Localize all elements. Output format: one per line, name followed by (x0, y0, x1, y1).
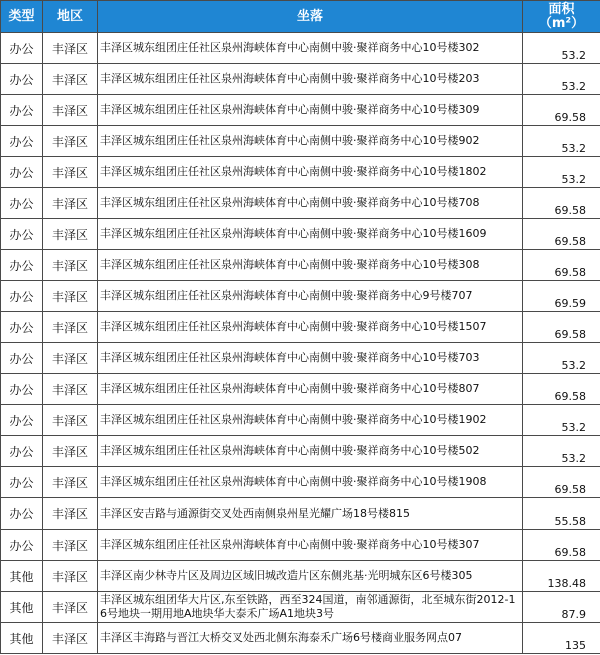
cell-type: 办公 (1, 530, 43, 561)
table-row (1, 188, 600, 219)
table-row (1, 467, 600, 498)
cell-region: 丰泽区 (43, 436, 98, 467)
cell-region: 丰泽区 (43, 343, 98, 374)
cell-location: 丰泽区城东组团庄任社区泉州海峡体育中心南侧中骏·聚祥商务中心10号楼307 (98, 530, 523, 561)
table-row (1, 530, 600, 561)
cell-region: 丰泽区 (43, 592, 98, 623)
cell-location: 丰泽区城东组团庄任社区泉州海峡体育中心南侧中骏·聚祥商务中心10号楼1908 (98, 467, 523, 498)
cell-type: 办公 (1, 188, 43, 219)
cell-region: 丰泽区 (43, 250, 98, 281)
cell-area: 69.58 (523, 188, 600, 219)
table-row (1, 436, 600, 467)
cell-region: 丰泽区 (43, 188, 98, 219)
table-row (1, 405, 600, 436)
cell-area: 87.9 (523, 592, 600, 623)
cell-type: 办公 (1, 95, 43, 126)
table-row (1, 64, 600, 95)
cell-region: 丰泽区 (43, 467, 98, 498)
header-row (1, 1, 600, 33)
table-row (1, 623, 600, 654)
cell-type: 办公 (1, 250, 43, 281)
cell-area: 69.59 (523, 281, 600, 312)
cell-area: 53.2 (523, 64, 600, 95)
cell-region: 丰泽区 (43, 157, 98, 188)
cell-type: 办公 (1, 33, 43, 64)
table-row (1, 498, 600, 530)
header-area-unit: （m²） (538, 15, 585, 31)
cell-area: 69.58 (523, 250, 600, 281)
cell-location: 丰泽区城东组团庄任社区泉州海峡体育中心南侧中骏·聚祥商务中心10号楼203 (98, 64, 523, 95)
cell-location: 丰泽区城东组团庄任社区泉州海峡体育中心南侧中骏·聚祥商务中心10号楼1902 (98, 405, 523, 436)
cell-type: 办公 (1, 219, 43, 250)
cell-area: 69.58 (523, 530, 600, 561)
cell-location: 丰泽区城东组团庄任社区泉州海峡体育中心南侧中骏·聚祥商务中心10号楼807 (98, 374, 523, 405)
cell-region: 丰泽区 (43, 312, 98, 343)
cell-type: 其他 (1, 623, 43, 654)
cell-type: 办公 (1, 64, 43, 95)
cell-type: 其他 (1, 592, 43, 623)
cell-location: 丰泽区南少林寺片区及周边区域旧城改造片区东侧兆基·光明城东区6号楼305 (98, 561, 523, 592)
cell-type: 办公 (1, 467, 43, 498)
cell-area: 53.2 (523, 343, 600, 374)
cell-region: 丰泽区 (43, 530, 98, 561)
cell-area: 55.58 (523, 498, 600, 530)
cell-area: 138.48 (523, 561, 600, 592)
cell-location: 丰泽区丰海路与晋江大桥交叉处西北侧东海泰禾广场6号楼商业服务网点07 (98, 623, 523, 654)
cell-type: 办公 (1, 281, 43, 312)
cell-location: 丰泽区城东组团华大片区,东至铁路，西至324国道，南邻通源街，北至城东街2012-16号地块一期用地A地块华大泰禾广场A1地块3号 (98, 592, 523, 623)
cell-location: 丰泽区城东组团庄任社区泉州海峡体育中心南侧中骏·聚祥商务中心10号楼309 (98, 95, 523, 126)
cell-region: 丰泽区 (43, 561, 98, 592)
cell-location: 丰泽区城东组团庄任社区泉州海峡体育中心南侧中骏·聚祥商务中心10号楼1507 (98, 312, 523, 343)
cell-type: 办公 (1, 343, 43, 374)
cell-location: 丰泽区城东组团庄任社区泉州海峡体育中心南侧中骏·聚祥商务中心10号楼708 (98, 188, 523, 219)
cell-location: 丰泽区城东组团庄任社区泉州海峡体育中心南侧中骏·聚祥商务中心10号楼1802 (98, 157, 523, 188)
header-location: 坐落 (98, 1, 523, 33)
table-row (1, 219, 600, 250)
cell-region: 丰泽区 (43, 374, 98, 405)
cell-region: 丰泽区 (43, 498, 98, 530)
cell-area: 53.2 (523, 405, 600, 436)
cell-area: 69.58 (523, 467, 600, 498)
cell-region: 丰泽区 (43, 219, 98, 250)
cell-area: 69.58 (523, 374, 600, 405)
cell-type: 其他 (1, 561, 43, 592)
table-body (1, 33, 600, 654)
cell-location: 丰泽区城东组团庄任社区泉州海峡体育中心南侧中骏·聚祥商务中心10号楼902 (98, 126, 523, 157)
cell-type: 办公 (1, 405, 43, 436)
table-row (1, 157, 600, 188)
cell-location: 丰泽区城东组团庄任社区泉州海峡体育中心南侧中骏·聚祥商务中心10号楼703 (98, 343, 523, 374)
cell-location: 丰泽区城东组团庄任社区泉州海峡体育中心南侧中骏·聚祥商务中心9号楼707 (98, 281, 523, 312)
table-row (1, 561, 600, 592)
cell-area: 135 (523, 623, 600, 654)
cell-type: 办公 (1, 374, 43, 405)
cell-location: 丰泽区城东组团庄任社区泉州海峡体育中心南侧中骏·聚祥商务中心10号楼502 (98, 436, 523, 467)
cell-area: 53.2 (523, 436, 600, 467)
table-row (1, 95, 600, 126)
cell-type: 办公 (1, 436, 43, 467)
cell-region: 丰泽区 (43, 64, 98, 95)
cell-location: 丰泽区城东组团庄任社区泉州海峡体育中心南侧中骏·聚祥商务中心10号楼1609 (98, 219, 523, 250)
cell-location: 丰泽区城东组团庄任社区泉州海峡体育中心南侧中骏·聚祥商务中心10号楼308 (98, 250, 523, 281)
cell-region: 丰泽区 (43, 126, 98, 157)
cell-area: 53.2 (523, 126, 600, 157)
table-row (1, 312, 600, 343)
table-row (1, 250, 600, 281)
cell-type: 办公 (1, 312, 43, 343)
header-area (523, 1, 600, 33)
header-region: 地区 (43, 1, 98, 33)
cell-location: 丰泽区城东组团庄任社区泉州海峡体育中心南侧中骏·聚祥商务中心10号楼302 (98, 33, 523, 64)
table-row (1, 126, 600, 157)
table-row (1, 592, 600, 623)
table-row (1, 281, 600, 312)
cell-type: 办公 (1, 157, 43, 188)
cell-type: 办公 (1, 498, 43, 530)
cell-area: 69.58 (523, 312, 600, 343)
cell-area: 53.2 (523, 33, 600, 64)
table-row (1, 374, 600, 405)
cell-region: 丰泽区 (43, 33, 98, 64)
cell-area: 69.58 (523, 95, 600, 126)
cell-area: 53.2 (523, 157, 600, 188)
cell-location: 丰泽区安吉路与通源街交叉处西南侧泉州星光耀广场18号楼815 (98, 498, 523, 530)
header-type: 类型 (1, 1, 43, 33)
table-row (1, 33, 600, 64)
table-row (1, 343, 600, 374)
cell-region: 丰泽区 (43, 281, 98, 312)
cell-region: 丰泽区 (43, 95, 98, 126)
cell-region: 丰泽区 (43, 623, 98, 654)
cell-region: 丰泽区 (43, 405, 98, 436)
cell-type: 办公 (1, 126, 43, 157)
header-area-label: 面积 (548, 1, 575, 17)
cell-area: 69.58 (523, 219, 600, 250)
table-header (1, 1, 600, 33)
